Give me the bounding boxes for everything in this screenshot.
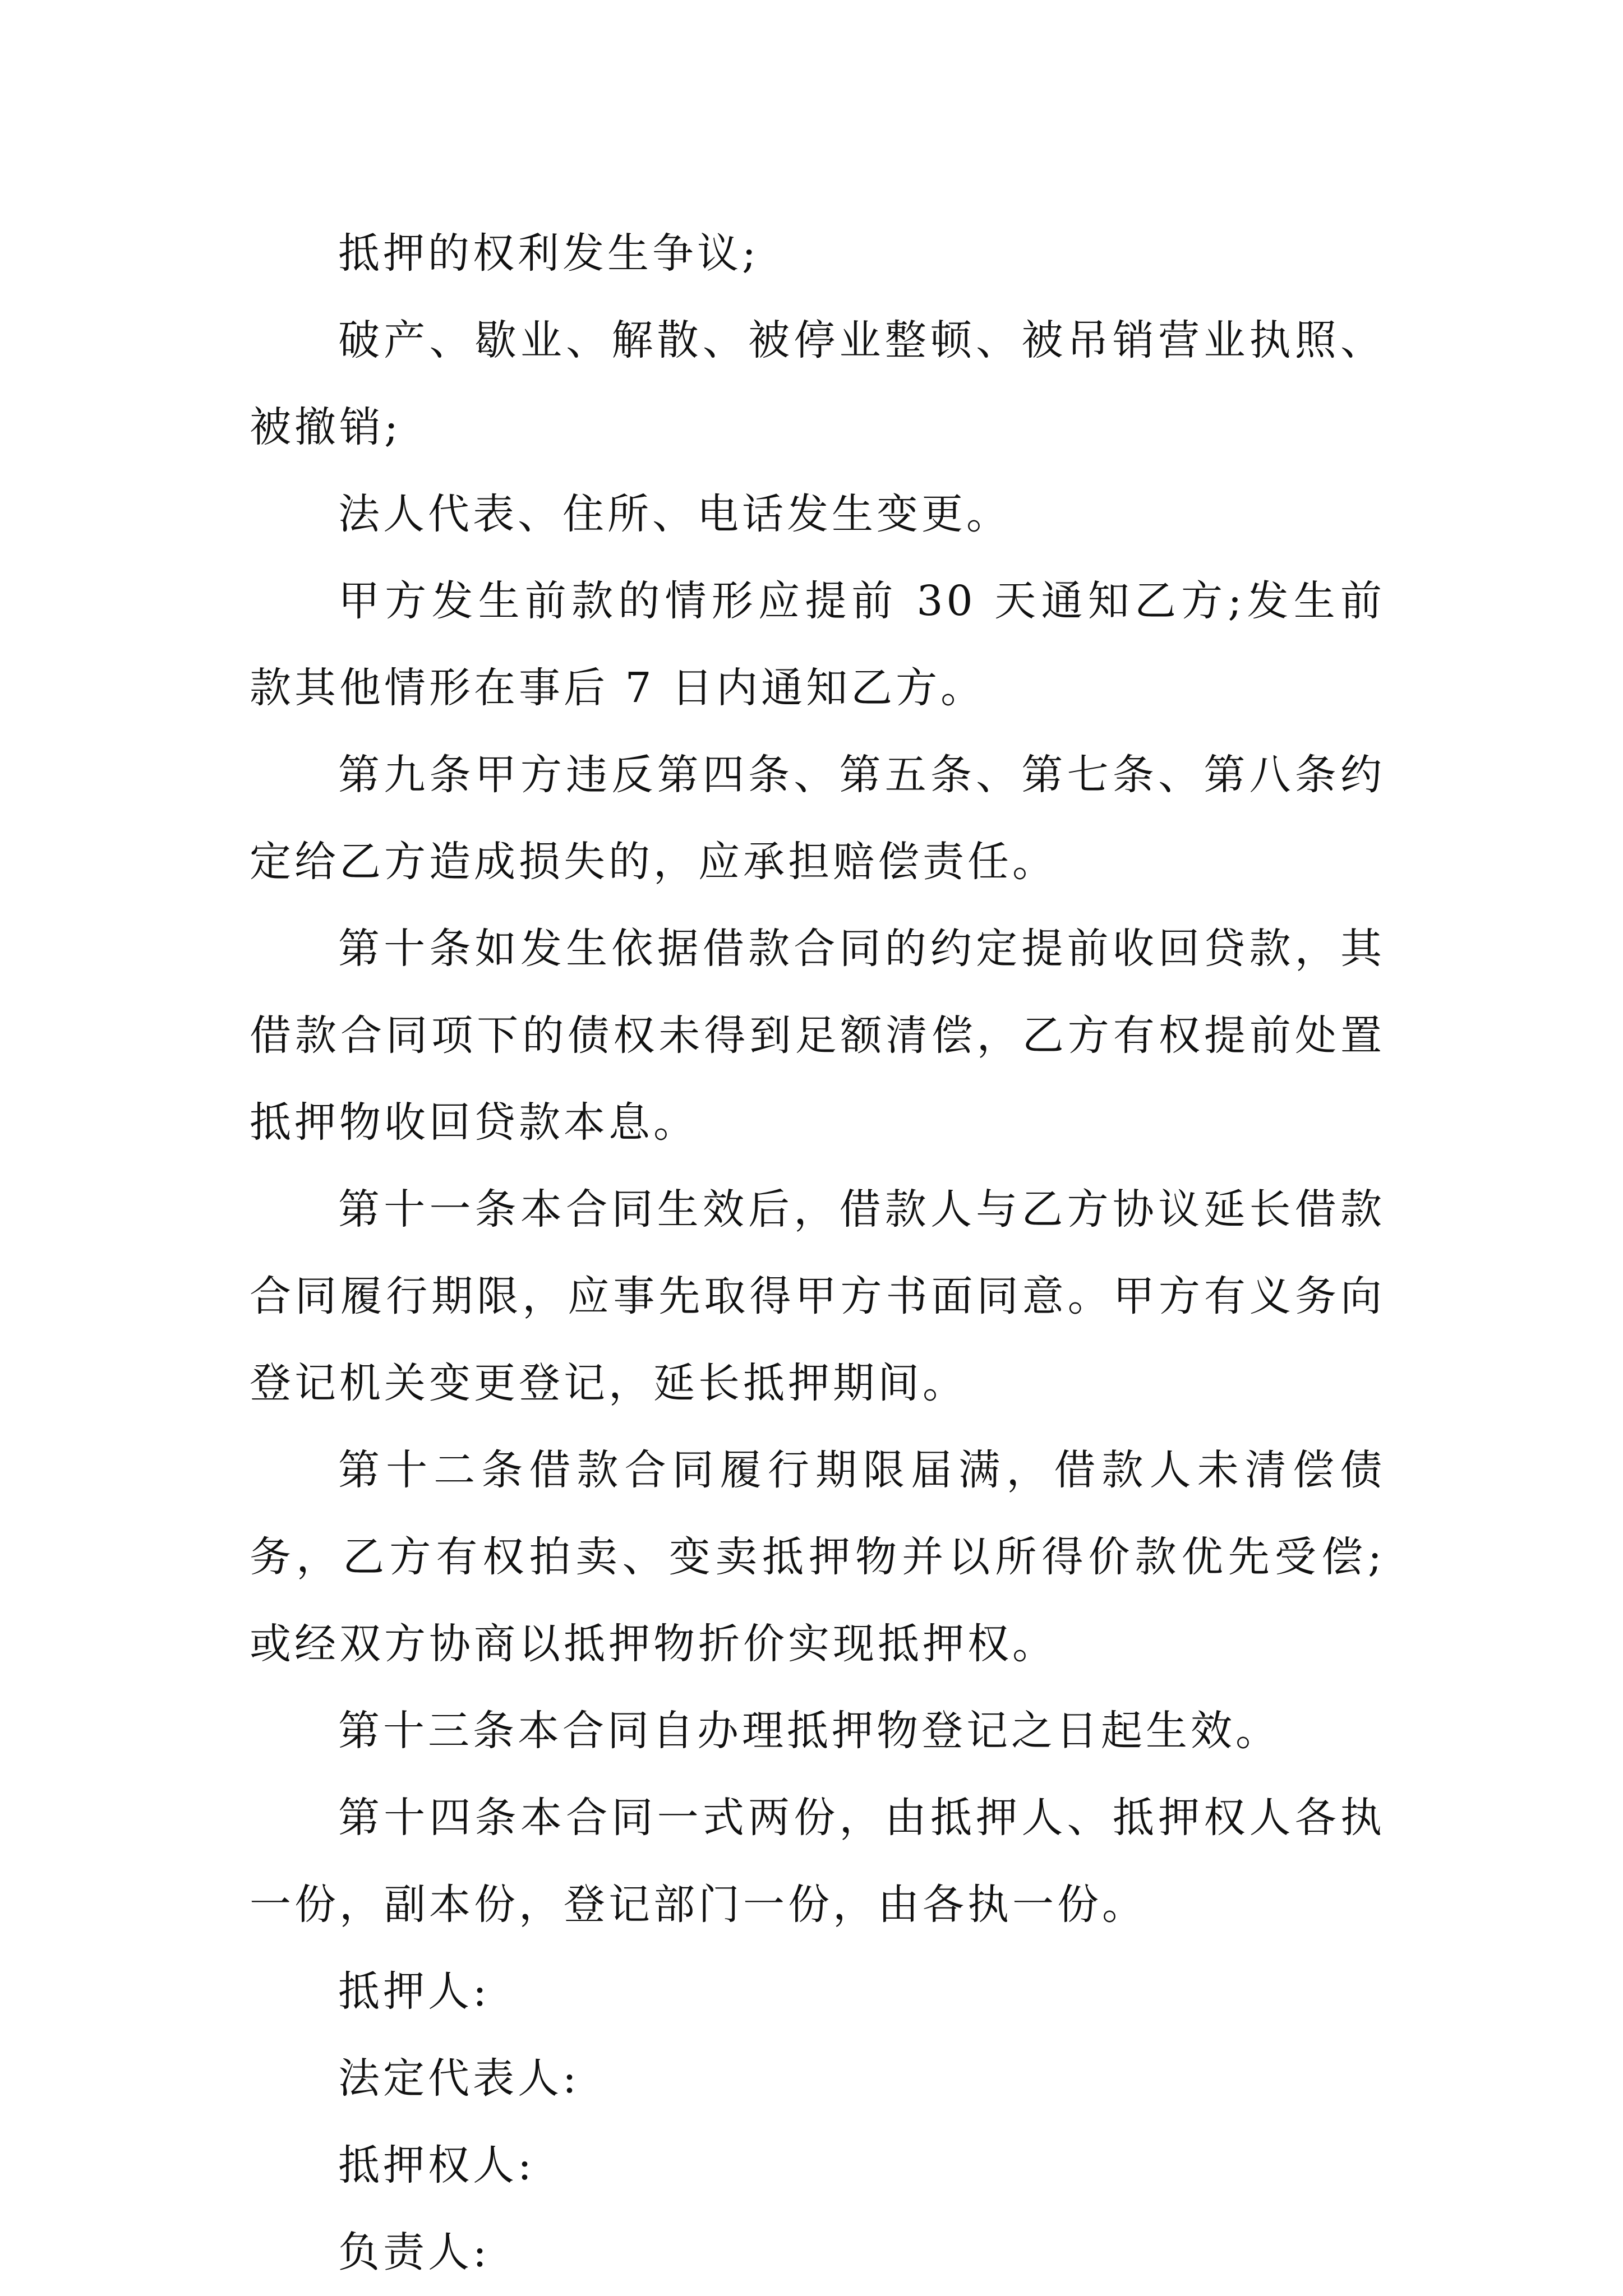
paragraph-notice: 甲方发生前款的情形应提前 30 天通知乙方;发生前款其他情形在事后 7 日内通知乙方。 [250,577,1385,712]
signature-person-in-charge: 负责人: [338,2228,490,2276]
paragraph-article-11: 第十一条本合同生效后，借款人与乙方协议延长借款合同履行期限，应事先取得甲方书面同意。甲方有义务向登记机关变更登记，延长抵押期间。 [250,1185,1385,1407]
paragraph-article-9: 第九条甲方违反第四条、第五条、第七条、第八条约定给乙方造成损失的，应承担赔偿责任。 [250,751,1385,886]
signature-legal-representative: 法定代表人: [338,2054,580,2103]
paragraph-article-13: 第十三条本合同自办理抵押物登记之日起生效。 [338,1707,1280,1755]
signature-mortgagee: 抵押权人: [338,2141,535,2189]
signature-mortgagor: 抵押人: [338,1967,490,2016]
paragraph-article-14: 第十四条本合同一式两份，由抵押人、抵押权人各执一份，副本份，登记部门一份，由各执一份。 [250,1794,1385,1929]
paragraph-bankruptcy: 破产、歇业、解散、被停业整顿、被吊销营业执照、被撤销; [250,316,1385,451]
document-body [250,210,1385,2296]
paragraph-change: 法人代表、住所、电话发生变更。 [338,490,1011,538]
paragraph-dispute: 抵押的权利发生争议; [338,229,759,278]
paragraph-article-12: 第十二条借款合同履行期限届满，借款人未清偿债务，乙方有权拍卖、变卖抵押物并以所得价款优先受偿;或经双方协商以抵押物折价实现抵押权。 [250,1446,1385,1668]
paragraph-article-10: 第十条如发生依据借款合同的约定提前收回贷款，其借款合同项下的债权未得到足额清偿，乙方有权提前处置抵押物收回贷款本息。 [250,925,1385,1147]
